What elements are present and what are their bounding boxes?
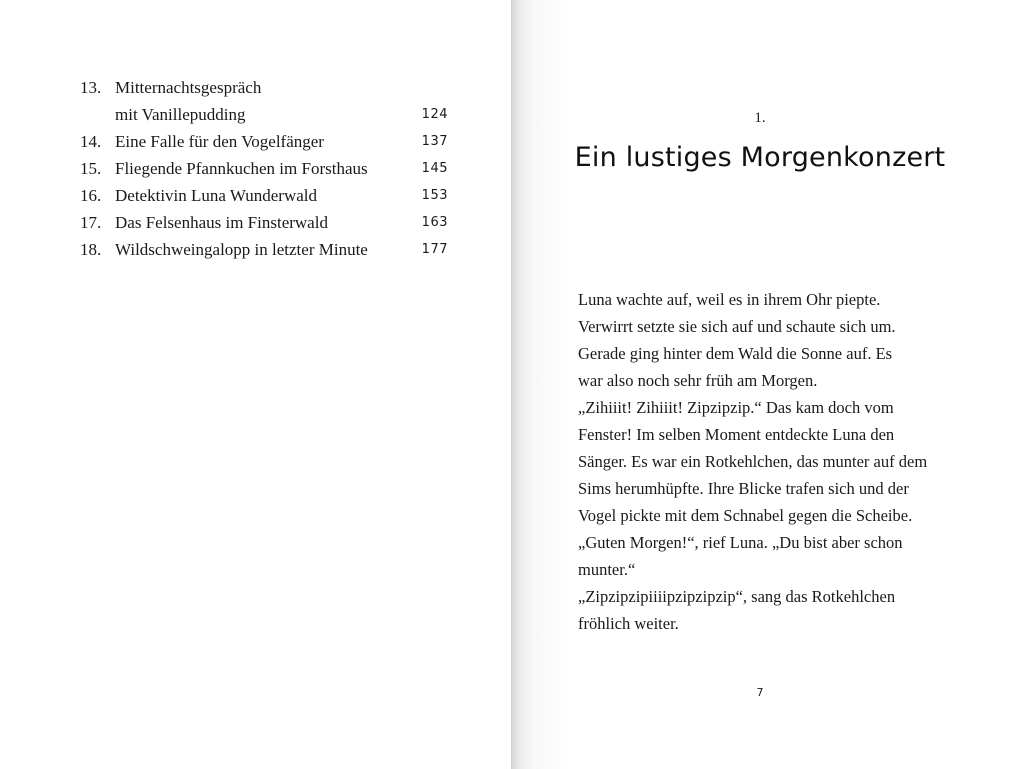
toc-entry-page: 145 xyxy=(421,161,448,176)
toc-entry-number: 16. xyxy=(80,186,102,205)
toc-entry-title: mit Vanillepudding xyxy=(115,105,246,124)
toc-entry xyxy=(80,101,452,128)
toc-entry-page: 177 xyxy=(421,242,448,257)
toc-entry xyxy=(80,182,452,209)
text-line: munter.“ xyxy=(578,560,636,579)
text-line: war also noch sehr früh am Morgen. xyxy=(578,371,818,390)
text-line: „Zipzipzipiiiipzipzipzip“, sang das Rotkehlchen xyxy=(578,587,896,606)
toc-entry-page: 124 xyxy=(421,107,448,122)
text-line: Sänger. Es war ein Rotkehlchen, das munter auf dem xyxy=(578,452,928,471)
page-number: 7 xyxy=(756,686,764,699)
text-line: Fenster! Im selben Moment entdeckte Luna den xyxy=(578,425,895,444)
toc-entry-page: 163 xyxy=(421,215,448,230)
toc-entry-number: 18. xyxy=(80,240,102,259)
text-line: fröhlich weiter. xyxy=(578,614,679,633)
toc-entry-number: 13. xyxy=(80,78,102,97)
toc-entry xyxy=(80,236,452,263)
text-line: Vogel pickte mit dem Schnabel gegen die Scheibe. xyxy=(578,506,913,525)
text-line: Gerade ging hinter dem Wald die Sonne auf. Es xyxy=(578,344,893,363)
chapter-number: 1. xyxy=(754,110,766,126)
toc-entry-title: Mitternachtsgespräch xyxy=(115,78,262,97)
toc-entry-number: 14. xyxy=(80,132,102,151)
toc-entry xyxy=(80,128,452,155)
text-line: „Zihiiit! Zihiiit! Zipzipzip.“ Das kam doch vom xyxy=(578,398,894,417)
text-line: „Guten Morgen!“, rief Luna. „Du bist aber schon xyxy=(578,533,903,552)
toc-entry xyxy=(80,74,452,101)
toc-entry-title: Wildschweingalopp in letzter Minute xyxy=(115,240,368,259)
toc-entry-title: Detektivin Luna Wunderwald xyxy=(115,186,317,205)
toc-entry-title: Das Felsenhaus im Finsterwald xyxy=(115,213,328,232)
chapter-body xyxy=(578,286,958,637)
toc-entry xyxy=(80,155,452,182)
text-line: Luna wachte auf, weil es in ihrem Ohr piepte. xyxy=(578,290,881,309)
text-line: Verwirrt setzte sie sich auf und schaute sich um. xyxy=(578,317,896,336)
toc-entry xyxy=(80,209,452,236)
toc-entry-title: Eine Falle für den Vogelfänger xyxy=(115,132,324,151)
chapter-title: Ein lustiges Morgenkonzert xyxy=(574,142,946,173)
toc-entry-title: Fliegende Pfannkuchen im Forsthaus xyxy=(115,159,368,178)
toc-entry-number: 15. xyxy=(80,159,102,178)
toc-entry-page: 137 xyxy=(421,134,448,149)
text-line: Sims herumhüpfte. Ihre Blicke trafen sich und der xyxy=(578,479,909,498)
toc-entry-number: 17. xyxy=(80,213,102,232)
toc-entry-page: 153 xyxy=(421,188,448,203)
table-of-contents xyxy=(80,74,452,263)
